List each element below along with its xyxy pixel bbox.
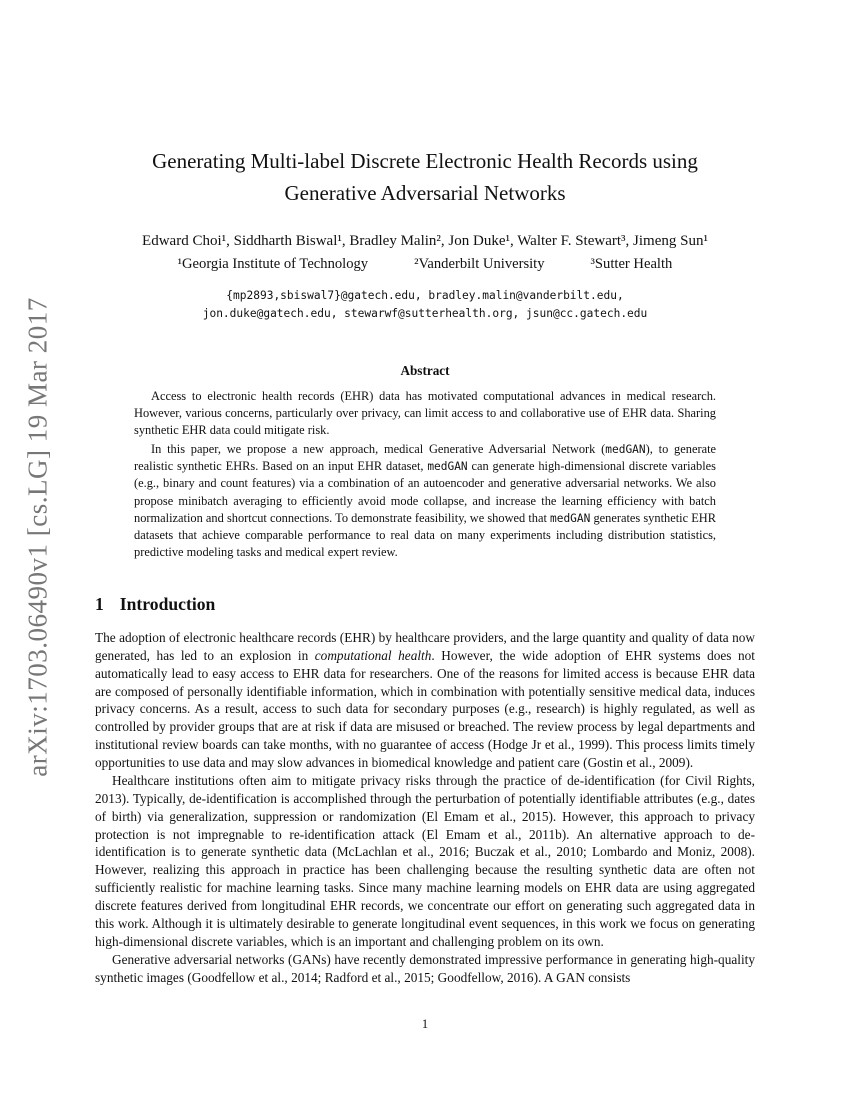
affiliation-georgia-tech: ¹Georgia Institute of Technology (177, 256, 369, 272)
paper-title (95, 146, 755, 209)
paper-content (95, 0, 755, 986)
section-title: Introduction (119, 593, 216, 614)
page-number: 1 (421, 1017, 429, 1031)
abstract-section (134, 363, 716, 561)
email-line-2: jon.duke@gatech.edu, stewarwf@sutterhealth.org, jsun@cc.gatech.edu (202, 306, 648, 320)
author-line: Edward Choi¹, Siddharth Biswal¹, Bradley Malin², Jon Duke¹, Walter F. Stewart³, Jimeng Sun¹ (142, 233, 708, 249)
email-block (95, 287, 755, 323)
section-heading (95, 594, 755, 615)
affiliation-line (95, 256, 755, 273)
body-paragraph: The adoption of electronic healthcare records (EHR) by healthcare providers, and the large quantity and quality of data now generated, has led to an explosion in computational health. However, the wide adoption of EHR systems does not automatically lead to easy access to EHR data for researchers. One of the reasons for limited access is because EHR data are composed of personally identifiable information, which in combination with potentially sensitive medical data, induces privacy concerns. As a result, access to such data for secondary purposes (e.g., research) is highly regulated, as well as controlled by provider groups that are at risk if data are misused or breached. The review process by legal departments and institutional review boards can take months, with no guarantee of access (Hodge Jr et al., 1999). This process limits timely opportunities to use data and may slow advances in biomedical knowledge and patient care (Gostin et al., 2009). (95, 629, 755, 771)
email-line-1: {mp2893,sbiswal7}@gatech.edu, bradley.malin@vanderbilt.edu, (226, 289, 624, 302)
affiliation-sutter-health: ³Sutter Health (590, 256, 673, 272)
abstract-heading: Abstract (400, 362, 450, 378)
section-body (95, 629, 755, 987)
affiliation-vanderbilt: ²Vanderbilt University (414, 256, 545, 272)
body-paragraph: Generative adversarial networks (GANs) have recently demonstrated impressive performance in generating high-quality synthetic images (Goodfellow et al., 2014; Radford et al., 2015; Goodfellow, 2016). A GAN consists (95, 951, 755, 985)
arxiv-watermark: arXiv:1703.06490v1 [cs.LG] 19 Mar 2017 (22, 297, 53, 777)
paper-title-line-1: Generating Multi-label Discrete Electronic Health Records using (152, 149, 698, 173)
body-paragraph: Healthcare institutions often aim to mitigate privacy risks through the practice of de-identification (for Civil Rights, 2013). Typically, de-identification is accomplished through the perturbation of potentially identifiable attributes (e.g., dates of birth) via generalization, suppression or randomization (El Emam et al., 2015). However, this approach to privacy protection is not impregnable to re-identification attack (El Emam et al., 2011b). An alternative approach to de-identification is to generate synthetic data (McLachlan et al., 2016; Buczak et al., 2010; Lombardo and Moniz, 2008). However, realizing this approach in practice has been challenging because the resulting synthetic data are often not sufficiently realistic for machine learning tasks. Since many machine learning models on EHR data are using aggregated discrete features derived from longitudinal EHR records, we concentrate our effort on generating such aggregated data in this work. Although it is ultimately desirable to generate longitudinal event sequences, in this work we focus on generating high-dimensional discrete variables, which is an important and challenging problem on its own. (95, 772, 755, 949)
abstract-paragraph: In this paper, we propose a new approach, medical Generative Adversarial Network (medGAN), to generate realistic synthetic EHRs. Based on an input EHR dataset, medGAN can generate high-dimensional discrete variables (e.g., binary and count features) via a combination of an autoencoder and generative adversarial networks. We also propose minibatch averaging to efficiently avoid mode collapse, and increase the learning efficiency with batch normalization and shortcut connections. To demonstrate feasibility, we showed that medGAN generates synthetic EHR datasets that achieve comparable performance to real data on many experiments including distribution statistics, predictive modeling tasks and medical expert review. (134, 442, 717, 559)
paper-title-line-2: Generative Adversarial Networks (284, 180, 566, 205)
section-number: 1 (95, 593, 104, 614)
abstract-paragraph: Access to electronic health records (EHR) data has motivated computational advances in medical research. However, various concerns, particularly over privacy, can limit access to and collaborative use of EHR data. Sharing synthetic EHR data could mitigate risk. (134, 388, 716, 438)
